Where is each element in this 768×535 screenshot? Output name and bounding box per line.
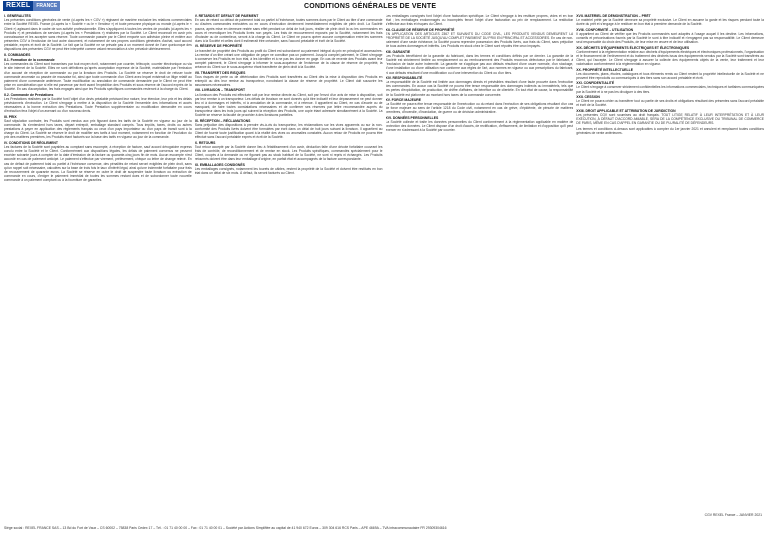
section-heading: XIV. RESPONSABILITÉ bbox=[385, 75, 423, 80]
brand bbox=[3, 1, 60, 11]
section-heading: II.2. Commande de Prestations bbox=[4, 92, 54, 97]
section-body: La livraison des Produits est effectuée soit par leur remise directe au Client, soit par l'envoi d'un avis de mise à disposition, soit par leur remise à un transporteur. Les délais de livraison ne sont donnés qu'à titre indicatif et leur dépassement ne peut donner lieu ni à dommages et intérêts, ni à annulation de la commande, ni à retenue. Il appartient au Client, en cas d'avarie ou de manquant, de faire toutes constatations nécessaires et de confirmer ses réserves par lettre recommandée auprès du transporteur dans les trois jours qui suivent la réception des Produits, une copie étant adressée simultanément à la Société. La Société se réserve la faculté de procéder à des livraisons partielles. bbox=[194, 92, 383, 118]
section bbox=[386, 50, 574, 75]
section bbox=[195, 119, 383, 140]
section-body: Le Client ne pourra céder ou transférer tout ou partie de ses droits et obligations résultant des présentes sans l'accord préalable et écrit de la Société. bbox=[576, 99, 764, 108]
text-column-1 bbox=[4, 14, 192, 521]
section-body: Les emballages consignés font l'objet d'une facturation spécifique. Le Client s'engage à les restituer propres, vides et en bon état ; les emballages endommagés ou incomplets feront l'objet d'une facturation au prix de remplacement. La restitution s'effectue aux frais et risques du Client. bbox=[385, 14, 574, 27]
section bbox=[576, 81, 764, 94]
section bbox=[576, 46, 764, 67]
section bbox=[386, 116, 574, 133]
section-heading: XXII. CESSION bbox=[576, 94, 600, 99]
section-heading: VIII. LIVRAISON – TRANSPORT bbox=[194, 88, 246, 93]
section-body: Tout retour accepté par la Société donne lieu à l'établissement d'un avoir, déduction faite d'une décote forfaitaire couvrant les frais de contrôle, de reconditionnement et de remise en stock. Les Produits spécifiques, commandés spécialement pour le Client, coupés à la demande ou ne figurant pas au stock habituel de la Société, ne sont ni repris ni échangés. Les Produits retournés doivent être dans leur emballage d'origine, en parfait état et accompagnés de la facture correspondante. bbox=[194, 144, 383, 162]
section-heading: VII. TRANSFERT DES RISQUES bbox=[194, 70, 246, 75]
section-heading: XX. PROPRIÉTÉ INTELLECTUELLE bbox=[576, 67, 633, 72]
section-body: La responsabilité de la Société est limitée aux dommages directs et prévisibles résultant d'une faute prouvée dans l'exécution des commandes. En aucun cas la Société ne pourra être tenue responsable des dommages indirects ou immatériels, tels que les pertes d'exploitation, de production, de chiffre d'affaires, de bénéfice ou de clientèle. En tout état de cause, la responsabilité de la Société est plafonnée au montant hors taxes de la commande concernée. bbox=[385, 80, 574, 97]
section bbox=[4, 93, 192, 114]
section bbox=[4, 14, 192, 51]
section-heading: I. GÉNÉRALITÉS bbox=[4, 14, 31, 18]
section bbox=[4, 141, 192, 183]
text-column-4 bbox=[576, 14, 764, 521]
brand-country: FRANCE bbox=[33, 1, 60, 11]
section-heading: XIII. GARANTIE bbox=[385, 49, 411, 54]
section-body: Le matériel prêté par la Société demeure sa propriété exclusive. Le Client en assume la garde et les risques pendant toute la durée du prêt et s'engage à le restituer en bon état à première demande de la Société. bbox=[576, 18, 764, 27]
section bbox=[195, 141, 383, 162]
section-body: Tous risques de perte ou de détérioration des Produits sont transférés au Client dès la mise à disposition des Produits en entrepôt ou dès leur remise au transporteur, nonobstant la clause de réserve de propriété. Le Client doit souscrire les assurances nécessaires. bbox=[194, 74, 383, 88]
section-heading: XVI. DONNÉES PERSONNELLES bbox=[385, 115, 439, 120]
section-heading: II.1. Formation de la commande bbox=[4, 58, 55, 63]
brand-logo: REXEL bbox=[3, 1, 33, 11]
section bbox=[576, 14, 764, 27]
section-body: EN APPLICATION DES ARTICLES 2367 ET SUIVANTS DU CODE CIVIL, LES PRODUITS VENDUS DEMEURENT LA PROPRIÉTÉ DE LA SOCIÉTÉ JUSQU'AU COMPLET PAIEMENT DU PRIX EN PRINCIPAL ET ACCESSOIRES. En cas de non-paiement d'une seule échéance, la Société pourra reprendre possession des Produits livrés, aux frais du Client, sans préjudice de tous autres dommages et intérêts. Les Produits en stock chez le Client sont réputés être ceux impayés. bbox=[385, 31, 574, 49]
text-column-3 bbox=[386, 14, 574, 521]
section-body: Les termes et conditions ci-dessus sont applicables à compter du 1er janvier 2021 et annulent et remplacent toutes conditions générales de vente antérieures. bbox=[576, 126, 764, 135]
section-heading: XI. EMBALLAGES CONSIGNÉS bbox=[194, 162, 245, 167]
text-columns bbox=[4, 14, 764, 521]
section bbox=[195, 88, 383, 117]
section-body: Conformément à la réglementation relative aux déchets d'équipements électriques et électroniques professionnels, l'organisation et le financement de l'enlèvement et du traitement des déchets issus des équipements vendus par la Société sont transférés au Client, qui l'accepte. Le Client s'engage à assurer la collecte des équipements objets de la vente, leur traitement et leur valorisation conformément à la réglementation en vigueur. bbox=[576, 49, 764, 67]
section-heading: XVII. MATÉRIEL DE DÉMONSTRATION – PRÊT bbox=[576, 14, 651, 18]
version-note: CGV REXEL France – JANVIER 2021 bbox=[704, 513, 762, 517]
section-heading: XV. FORCE MAJEURE bbox=[385, 97, 421, 102]
section bbox=[576, 95, 764, 108]
section-body: Le Client s'engage à conserver strictement confidentielles les informations commerciales, techniques et tarifaires communiquées par la Société et à ne pas les divulguer à des tiers. bbox=[576, 85, 764, 94]
section-body: Les factures de la Société sont payables au comptant sans escompte, à réception de facture, sauf accord dérogatoire express conclu entre la Société et le Client. Conformément aux dispositions légales, les délais de paiement convenus ne peuvent excéder soixante jours à compter de la date d'émission de la facture ou quarante-cinq jours fin de mois. Aucun escompte n'est accordé en cas de paiement anticipé. Le paiement s'effectue par virement, prélèvement, chèque ou lettre de change relevé. En cas de défaut de paiement total ou partiel à l'échéance convenue, des pénalités de retard seront exigibles de plein droit, sans qu'un rappel soit nécessaire, calculées sur la base de trois fois le taux d'intérêt légal, ainsi qu'une indemnité forfaitaire pour frais de recouvrement de quarante euros. La Société se réserve en outre le droit de suspendre toute livraison ou exécution de commande en cours, d'exiger le paiement immédiat de toutes les sommes restant dues et de subordonner toute nouvelle commande à un paiement comptant ou à la fourniture de garanties. bbox=[4, 144, 192, 183]
section-body: Les présentes CGV sont soumises au droit français. TOUT LITIGE RELATIF À LEUR INTERPRÉTATION ET À LEUR EXÉCUTION, À DÉFAUT D'ACCORD AMIABLE, SERA DE LA COMPÉTENCE EXCLUSIVE DU TRIBUNAL DE COMMERCE DE PARIS, MÊME EN CAS D'APPEL EN GARANTIE OU DE PLURALITÉ DE DÉFENDEURS. bbox=[576, 112, 764, 126]
section-heading: XXIII. DROIT APPLICABLE ET ATTRIBUTION DE JURIDICTION bbox=[576, 108, 676, 113]
section bbox=[4, 58, 192, 91]
section-body: En cas de retard ou défaut de paiement total ou partiel à l'échéance, toutes sommes dues par le Client au titre d'une commande ou d'autres commandes exécutées ou en cours d'exécution deviennent immédiatement exigibles de plein droit. La Société pourra, après mise en demeure restée sans effet pendant un délai de huit jours, résilier de plein droit la ou les commandes en cours et revendiquer les Produits livrés non payés. Les frais de recouvrement exposés par la Société, notamment les frais d'huissier ou de contentieux, seront à la charge du Client. Le Client ne pourra opérer aucune compensation entre les sommes dues à la Société et celles dont il estimerait être créancier, sans l'accord préalable et écrit de la Société. bbox=[194, 18, 383, 43]
section-body: Sauf stipulation contraire, les Produits sont vendus aux prix figurant dans les tarifs de la Société en vigueur au jour de la commande. Ils s'entendent hors taxes, départ entrepôt, emballage standard compris. Tous impôts, taxes, droits ou autres prestations à payer en application des règlements français ou ceux d'un pays importateur ou d'un pays de transit sont à la charge du Client. La Société se réserve le droit de modifier ses tarifs à tout moment, notamment en fonction de l'évolution du prix des matières premières, les Produits étant facturés sur la base des tarifs en vigueur au jour de la commande. bbox=[4, 118, 192, 140]
section-heading: XIX. DÉCHETS D'ÉQUIPEMENTS ÉLECTRIQUES ET ÉLECTRONIQUES bbox=[576, 45, 690, 50]
footer bbox=[4, 524, 764, 532]
section-heading: XXI. CONFIDENTIALITÉ bbox=[576, 81, 615, 86]
section-heading: XII. CLAUSE DE RÉSERVE DE PROPRIÉTÉ bbox=[385, 27, 455, 32]
document-title: CONDITIONS GÉNÉRALES DE VENTE bbox=[304, 3, 437, 10]
section-body: La Société collecte et traite les données personnelles du Client conformément à la réglementation applicable en matière de protection des données. Le Client dispose d'un droit d'accès, de rectification, d'effacement, de limitation et d'opposition qu'il peut exercer en s'adressant à la Société par courrier. bbox=[385, 119, 574, 133]
section bbox=[386, 98, 574, 115]
section-body: Le transfert de propriété des Produits au profit du Client est subordonné au paiement intégral du prix en principal et accessoires. La remise d'un titre créant une obligation de payer ne constitue pas un paiement. Jusqu'à complet paiement, le Client s'engage à conserver les Produits en bon état, à les identifier et à ne pas les donner en gage. En cas de revente des Produits avant leur complet paiement, le Client s'engage à informer le sous-acquéreur de l'existence de la clause de réserve de propriété, la créance du Client sur le sous-acquéreur étant transférée de plein droit à la Société. bbox=[194, 48, 383, 70]
section bbox=[576, 109, 764, 126]
section-body: Les emballages consignés, notamment les tourets de câbles, restent la propriété de la Société et doivent être restitués en bon état dans un délai de six mois. À défaut, ils seront facturés au Client. bbox=[194, 166, 383, 176]
section bbox=[195, 14, 383, 43]
section-body: Les commandes du Client sont transmises par tout moyen écrit, notamment par courrier, télécopie, courrier électronique ou via le site internet de la Société. Elles ne sont définitives qu'après acceptation expresse de la Société, matérialisée par l'émission d'un accusé de réception de commande ou par la livraison des Produits. La Société se réserve le droit de refuser toute commande anormale ou passée de mauvaise foi, ainsi que toute commande d'un Client avec lequel existerait un litige relatif au paiement d'une commande antérieure. Toute modification ou annulation de commande demandée par le Client ne peut être prise en considération que si elle est parvenue par écrit avant l'expédition des Produits et sous réserve de l'accord exprès de la Société. En cas d'acceptation, les frais engagés ainsi que les Produits spécifiques commandés resteront à la charge du Client. bbox=[4, 62, 192, 92]
section-heading: VI. RÉSERVE DE PROPRIÉTÉ bbox=[194, 44, 243, 49]
section bbox=[386, 28, 574, 49]
section bbox=[4, 115, 192, 140]
section-heading: II. COMMANDES bbox=[4, 52, 31, 57]
text-column-2 bbox=[195, 14, 383, 521]
section bbox=[386, 76, 574, 97]
section-heading: IX. RÉCEPTION – RÉCLAMATIONS bbox=[194, 118, 251, 123]
section bbox=[195, 163, 383, 176]
section-body: Les Produits bénéficient de la garantie du fabricant, dans les termes et conditions définis par ce dernier. La garantie de la Société est strictement limitée au remplacement ou au remboursement des Produits reconnus défectueux par le fabricant, à l'exclusion de toute autre indemnité. La garantie ne s'applique pas aux défauts résultant d'une usure normale, d'un stockage, d'une installation ou d'une utilisation non conforme aux règles de l'art, aux normes en vigueur ou aux prescriptions du fabricant, ni aux défauts résultant d'une modification ou d'une intervention du Client ou d'un tiers. bbox=[385, 53, 574, 75]
section bbox=[386, 14, 574, 26]
section bbox=[576, 28, 764, 45]
section-body: Les Prestations réalisées par la Société font l'objet d'un devis préalable précisant leur nature, leur étendue, leur prix et les délais prévisionnels d'exécution. Le Client s'engage à mettre à la disposition de la Société l'ensemble des informations et accès nécessaires à la bonne exécution des Prestations. Toute Prestation supplémentaire ou modification demandée en cours d'exécution fera l'objet d'un avenant ou d'un nouveau devis. bbox=[4, 96, 192, 114]
section-body: Les documents, plans, études, catalogues et tous éléments remis au Client restent la propriété intellectuelle de la Société et ne peuvent être reproduits ou communiqués à des tiers sans son accord préalable et écrit. bbox=[576, 71, 764, 80]
footer-legal-text: Siège social : REXEL FRANCE SAS – 13 Bd du Fort de Vaux – CS 60002 – 75838 Paris Cedex 17 – Tél. : 01 71 40 00 00 – Fax : 01 71 40 00 01 – Société par Actions Simplifiée au capital de 41 940 672 Euros – 309 304 616 RCS Paris – APE 4669A – TVA intracommunautaire FR 29309304616 bbox=[4, 526, 447, 530]
section bbox=[576, 127, 764, 135]
section-body: Il appartient au Client de vérifier que les Produits commandés sont adaptés à l'usage auquel il les destine. Les informations, conseils et préconisations fournis par la Société le sont à titre indicatif et n'engagent pas sa responsabilité. Le Client demeure seul responsable du choix des Produits, de leur mise en œuvre et de leur utilisation. bbox=[576, 31, 764, 45]
section-heading: IV. CONDITIONS DE RÈGLEMENT bbox=[4, 140, 58, 145]
section-body: Sans préjudice des dispositions à prendre vis-à-vis du transporteur, les réclamations sur les vices apparents ou sur la non-conformité des Produits livrés doivent être formulées par écrit dans un délai de huit jours suivant la livraison. Il appartient au Client de fournir toute justification quant à la réalité des vices ou anomalies constatés. Aucun retour de Produits ne pourra être effectué sans l'accord préalable exprès et écrit de la Société. bbox=[194, 122, 383, 140]
section-heading: V. RETARDS ET DÉFAUT DE PAIEMENT bbox=[194, 14, 259, 18]
section bbox=[4, 53, 192, 57]
section-heading: III. PRIX bbox=[4, 114, 17, 119]
section-heading: XVIII. CONFORMITÉ – UTILISATION bbox=[576, 27, 634, 32]
section bbox=[195, 44, 383, 69]
header-band bbox=[0, 0, 768, 12]
section-body: La Société ne pourra être tenue responsable de l'inexécution ou du retard dans l'exécution de ses obligations résultant d'un cas de force majeure au sens de l'article 1218 du Code civil, notamment en cas de grève, d'épidémie, de pénurie de matières premières, d'incendie, d'inondation, de guerre ou de décision administrative. bbox=[385, 102, 574, 115]
section-body: Les présentes conditions générales de vente (ci-après les « CGV ») régissent de manière exclusive les relations commerciales entre la Société REXEL France (ci-après la « Société » ou le « Vendeur ») et toute personne physique ou morale (ci-après le « Client ») agissant dans le cadre de son activité professionnelle. Elles s'appliquent à toutes les ventes de produits (ci-après les « Produits ») et prestations de services (ci-après les « Prestations ») réalisées par la Société. Le Client reconnaît en avoir pris connaissance et les accepter sans réserve. Toute commande passée par le Client emporte son adhésion pleine et entière aux présentes CGV à l'exclusion de tout autre document, et notamment de ses propres conditions générales d'achat, sauf accord préalable, exprès et écrit de la Société. Le fait que la Société ne se prévale pas à un moment donné de l'une quelconque des dispositions des présentes CGV ne peut être interprété comme valant renonciation à s'en prévaloir ultérieurement. bbox=[4, 18, 192, 52]
section bbox=[576, 68, 764, 81]
section-heading: X. RETOURS bbox=[194, 140, 216, 145]
section bbox=[195, 71, 383, 88]
